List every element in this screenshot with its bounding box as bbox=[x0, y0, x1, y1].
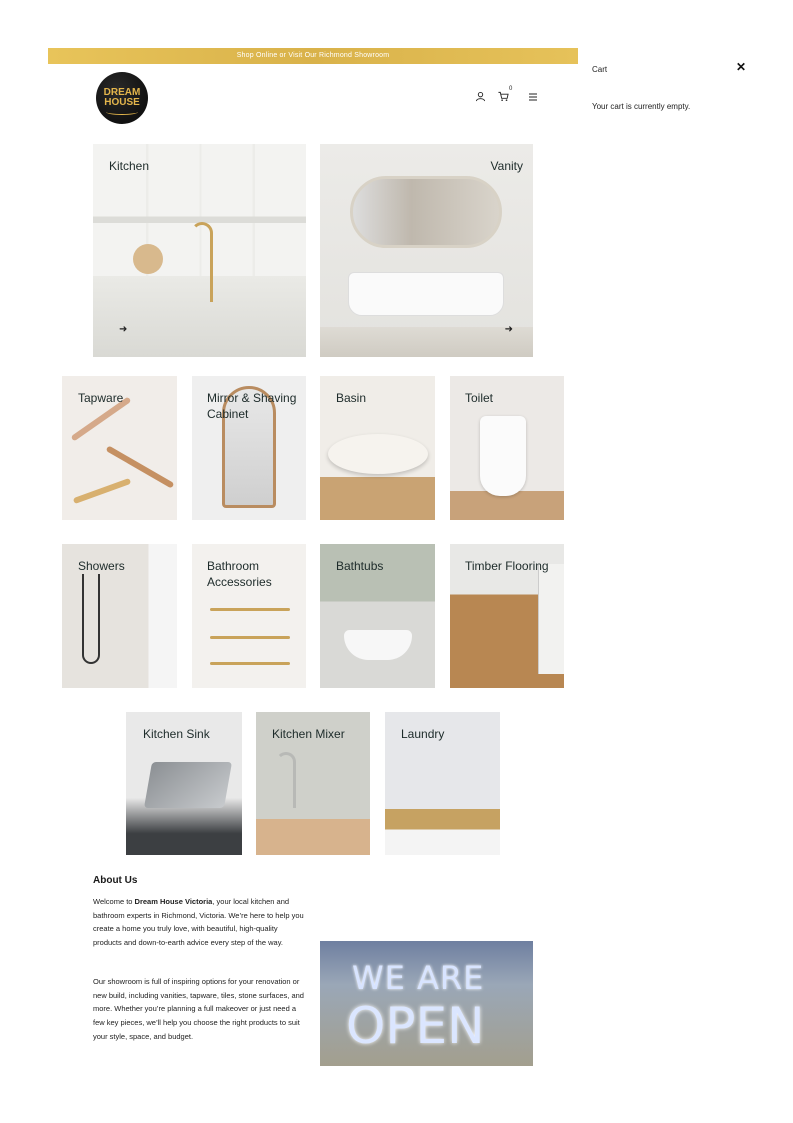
category-label: Basin bbox=[336, 391, 367, 405]
category-label: Toilet bbox=[465, 391, 494, 405]
rail-image-1 bbox=[210, 608, 290, 611]
vanity-cabinet-image bbox=[348, 272, 504, 316]
about-paragraph-1 bbox=[93, 895, 307, 950]
category-tile-timber-flooring[interactable] bbox=[450, 544, 564, 688]
rail-image-2 bbox=[210, 636, 290, 639]
category-label: Vanity bbox=[490, 159, 523, 173]
category-tile-basin[interactable] bbox=[320, 376, 435, 520]
cart-count: 0 bbox=[509, 86, 513, 92]
category-tile-kitchen-mixer[interactable] bbox=[256, 712, 370, 855]
cart-title: Cart bbox=[592, 65, 608, 74]
account-icon[interactable] bbox=[474, 90, 487, 103]
tap-image-3 bbox=[73, 478, 131, 504]
cart-empty-message: Your cart is currently empty. bbox=[592, 102, 691, 111]
kitchen-faucet-image bbox=[191, 222, 213, 302]
mixer-image bbox=[276, 752, 296, 808]
category-label: Timber Flooring bbox=[465, 559, 549, 573]
category-tile-bathtubs[interactable] bbox=[320, 544, 435, 688]
category-label: Bathtubs bbox=[336, 559, 384, 573]
promo-text: Shop Online or Visit Our Richmond Showroom bbox=[236, 52, 390, 59]
showroom-open-image bbox=[320, 941, 533, 1066]
promo-bar bbox=[48, 48, 578, 64]
menu-icon[interactable] bbox=[526, 90, 539, 103]
category-label: Kitchen Sink bbox=[143, 727, 210, 741]
category-tile-tapware[interactable] bbox=[62, 376, 177, 520]
logo-line-2: HOUSE bbox=[104, 97, 140, 108]
vanity-floor-image bbox=[320, 327, 533, 357]
rail-image-3 bbox=[210, 662, 290, 665]
arrow-right-icon[interactable]: ➜ bbox=[504, 324, 513, 335]
category-tile-toilet[interactable] bbox=[450, 376, 564, 520]
category-tile-kitchen[interactable] bbox=[93, 144, 306, 357]
about-p1-prefix: Welcome to bbox=[93, 897, 135, 906]
basin-image bbox=[328, 434, 428, 474]
about-paragraph-2: Our showroom is full of inspiring options for your renovation or new build, including vanities, tapware, tiles, stone surfaces, and more. Whether you’re planning a full makeover or just need a few key pieces, we’ll help you choose the right products to suit your style, space, and budget. bbox=[93, 977, 304, 1041]
category-label: Bathroom Accessories bbox=[207, 559, 272, 589]
category-label: Kitchen bbox=[109, 159, 150, 173]
cart-icon[interactable] bbox=[497, 86, 513, 103]
category-tile-vanity[interactable] bbox=[320, 144, 533, 357]
category-tile-bathroom-accessories[interactable] bbox=[192, 544, 306, 688]
kitchen-board-image bbox=[133, 244, 163, 274]
category-label: Laundry bbox=[401, 727, 445, 741]
shower-image bbox=[82, 574, 100, 664]
logo-line-1: DREAM bbox=[103, 87, 141, 98]
header-icons bbox=[474, 86, 539, 103]
bathtub-image bbox=[344, 630, 412, 660]
category-label: Kitchen Mixer bbox=[272, 727, 345, 741]
vanity-mirror-image bbox=[350, 176, 502, 248]
category-label: Tapware bbox=[78, 391, 124, 405]
toilet-image bbox=[480, 416, 526, 496]
close-icon[interactable]: ✕ bbox=[736, 60, 747, 74]
sink-image bbox=[144, 762, 232, 808]
logo-swoosh bbox=[106, 109, 138, 115]
category-label: Showers bbox=[78, 559, 125, 573]
about-p1-rest: , your local kitchen and bathroom experts in Richmond, Victoria. We’re here to help you create a home you truly love, with beautiful, high-quality products and down-to-earth advice every step of the way. bbox=[93, 897, 304, 948]
about-title: About Us bbox=[93, 875, 138, 886]
open-sign-line-2: OPEN bbox=[346, 997, 485, 1055]
logo[interactable] bbox=[96, 72, 148, 124]
timber-cabinet-image bbox=[538, 564, 564, 674]
category-tile-mirror-shaving-cabinet[interactable] bbox=[192, 376, 306, 520]
category-label: Mirror & Shaving Cabinet bbox=[207, 391, 297, 421]
open-sign-line-1: WE ARE bbox=[352, 959, 485, 997]
arrow-right-icon[interactable]: ➜ bbox=[119, 324, 128, 335]
category-tile-showers[interactable] bbox=[62, 544, 177, 688]
category-tile-kitchen-sink[interactable] bbox=[126, 712, 242, 855]
about-brand: Dream House Victoria bbox=[134, 897, 213, 906]
category-tile-laundry[interactable] bbox=[385, 712, 500, 855]
